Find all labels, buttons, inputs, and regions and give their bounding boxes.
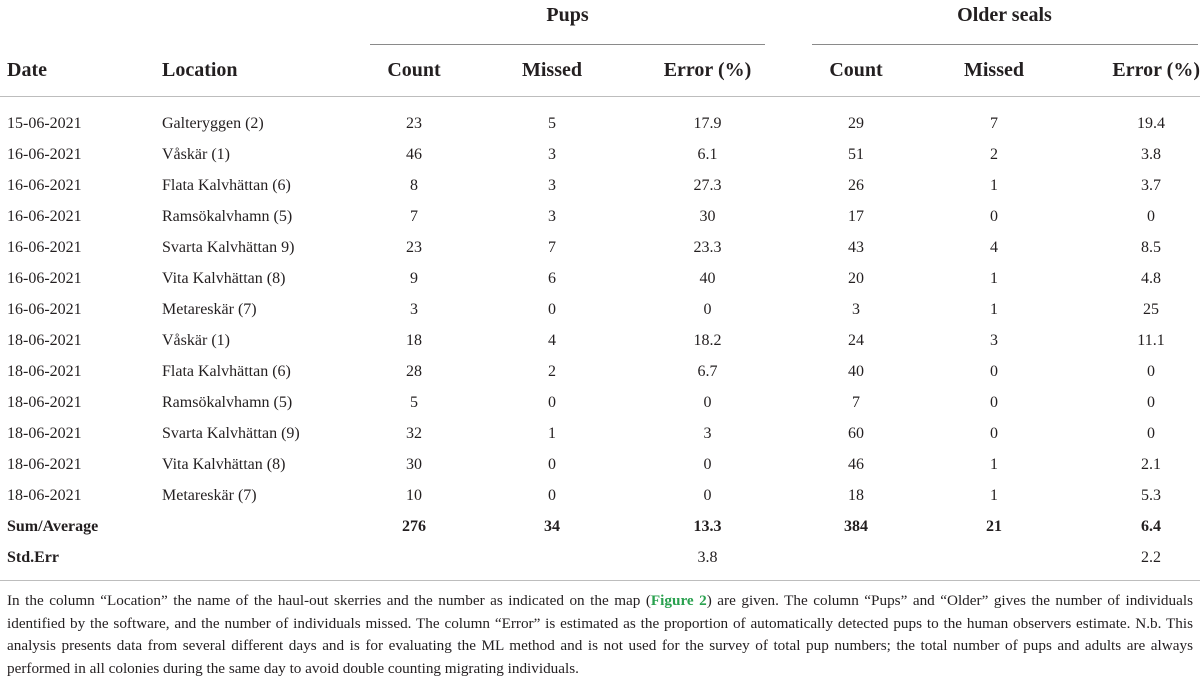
cell-older-count: 24	[848, 332, 864, 349]
header-location: Location	[162, 59, 238, 81]
cell-date: 18-06-2021	[7, 425, 82, 442]
cell-pups-missed: 0	[548, 456, 556, 473]
cell-pups-count: 9	[410, 270, 418, 287]
stderr-row	[0, 542, 1200, 573]
cell-older-error: 4.8	[1141, 270, 1161, 287]
summary-older-error: 6.4	[1141, 518, 1161, 535]
cell-pups-missed: 3	[548, 146, 556, 163]
cell-date: 18-06-2021	[7, 394, 82, 411]
table-row	[0, 170, 1200, 201]
table-row	[0, 263, 1200, 294]
cell-pups-missed: 2	[548, 363, 556, 380]
cell-location: Vita Kalvhättan (8)	[162, 456, 286, 473]
older-seals-group-header: Older seals	[957, 4, 1052, 26]
table-row	[0, 418, 1200, 449]
cell-older-count: 60	[848, 425, 864, 442]
cell-older-count: 29	[848, 115, 864, 132]
cell-older-count: 17	[848, 208, 864, 225]
cell-older-missed: 0	[990, 208, 998, 225]
summary-pups-count: 276	[402, 518, 426, 535]
cell-older-error: 3.7	[1141, 177, 1161, 194]
cell-pups-error: 6.1	[697, 146, 718, 163]
cell-older-missed: 3	[990, 332, 998, 349]
cell-older-missed: 0	[990, 394, 998, 411]
cell-pups-missed: 5	[548, 115, 556, 132]
cell-older-error: 3.8	[1141, 146, 1161, 163]
header-divider	[0, 96, 1200, 97]
summary-older-missed: 21	[986, 518, 1002, 535]
cell-pups-error: 0	[703, 394, 712, 411]
table-row	[0, 201, 1200, 232]
cell-older-count: 7	[852, 394, 860, 411]
cell-pups-count: 23	[406, 239, 422, 256]
cell-location: Våskär (1)	[162, 332, 230, 349]
header-date: Date	[7, 59, 47, 81]
cell-older-error: 8.5	[1141, 239, 1161, 256]
cell-older-missed: 1	[990, 487, 998, 504]
cell-older-missed: 1	[990, 456, 998, 473]
cell-pups-missed: 7	[548, 239, 556, 256]
table-row	[0, 480, 1200, 511]
cell-pups-count: 28	[406, 363, 422, 380]
pups-group-header: Pups	[546, 4, 589, 26]
cell-pups-missed: 6	[548, 270, 556, 287]
cell-pups-count: 32	[406, 425, 422, 442]
table-row	[0, 325, 1200, 356]
cell-older-missed: 1	[990, 177, 998, 194]
table-row	[0, 449, 1200, 480]
cell-older-count: 18	[848, 487, 864, 504]
cell-pups-count: 18	[406, 332, 422, 349]
pups-group-rule	[370, 44, 765, 45]
cell-location: Flata Kalvhättan (6)	[162, 363, 291, 380]
cell-pups-missed: 3	[548, 177, 556, 194]
header-pups-missed: Missed	[522, 59, 582, 81]
cell-older-error: 0	[1147, 425, 1155, 442]
cell-older-count: 40	[848, 363, 864, 380]
summary-row	[0, 511, 1200, 542]
cell-older-count: 46	[848, 456, 864, 473]
header-older-count: Count	[829, 59, 883, 81]
cell-older-count: 3	[852, 301, 860, 318]
cell-pups-error: 0	[703, 456, 712, 473]
cell-date: 18-06-2021	[7, 363, 82, 380]
table-row	[0, 294, 1200, 325]
cell-pups-missed: 0	[548, 487, 556, 504]
table-row	[0, 108, 1200, 139]
stderr-older-error: 2.2	[1141, 549, 1161, 566]
cell-older-count: 26	[848, 177, 864, 194]
cell-date: 15-06-2021	[7, 115, 82, 132]
cell-date: 16-06-2021	[7, 177, 82, 194]
cell-location: Metareskär (7)	[162, 487, 257, 504]
cell-older-error: 19.4	[1137, 115, 1165, 132]
stderr-label: Std.Err	[7, 549, 59, 566]
cell-older-missed: 4	[990, 239, 998, 256]
cell-date: 16-06-2021	[7, 270, 82, 287]
stderr-pups-error: 3.8	[697, 549, 718, 566]
cell-pups-error: 30	[699, 208, 716, 225]
cell-older-count: 51	[848, 146, 864, 163]
cell-older-missed: 2	[990, 146, 998, 163]
cell-pups-missed: 0	[548, 301, 556, 318]
cell-location: Galteryggen (2)	[162, 115, 264, 132]
cell-older-error: 0	[1147, 394, 1155, 411]
cell-pups-error: 0	[703, 487, 712, 504]
cell-location: Svarta Kalvhättan (9)	[162, 425, 300, 442]
cell-pups-missed: 3	[548, 208, 556, 225]
cell-pups-error: 17.9	[693, 115, 722, 132]
summary-label: Sum/Average	[7, 518, 99, 535]
summary-pups-error: 13.3	[693, 518, 722, 535]
header-older-error: Error (%)	[1112, 59, 1200, 81]
cell-pups-count: 7	[410, 208, 418, 225]
cell-older-missed: 1	[990, 270, 998, 287]
cell-older-missed: 0	[990, 363, 998, 380]
table-body	[0, 108, 1200, 573]
cell-location: Metareskär (7)	[162, 301, 257, 318]
older-group-rule	[812, 44, 1198, 45]
cell-date: 18-06-2021	[7, 332, 82, 349]
cell-location: Ramsökalvhamn (5)	[162, 208, 293, 225]
cell-location: Flata Kalvhättan (6)	[162, 177, 291, 194]
table-row	[0, 139, 1200, 170]
summary-pups-missed: 34	[544, 518, 560, 535]
cell-pups-count: 8	[410, 177, 418, 194]
cell-pups-error: 6.7	[697, 363, 718, 380]
cell-pups-error: 23.3	[693, 239, 722, 256]
cell-date: 16-06-2021	[7, 208, 82, 225]
cell-pups-count: 10	[406, 487, 422, 504]
cell-older-error: 25	[1143, 301, 1159, 318]
cell-date: 18-06-2021	[7, 487, 82, 504]
cell-location: Svarta Kalvhättan 9)	[162, 239, 295, 256]
cell-older-error: 0	[1147, 363, 1155, 380]
table-row	[0, 232, 1200, 263]
cell-older-missed: 1	[990, 301, 998, 318]
cell-older-missed: 0	[990, 425, 998, 442]
cell-pups-count: 23	[406, 115, 422, 132]
header-pups-error: Error (%)	[663, 59, 752, 81]
cell-older-count: 43	[848, 239, 864, 256]
cell-pups-error: 27.3	[693, 177, 722, 194]
table-row	[0, 387, 1200, 418]
cell-pups-missed: 1	[548, 425, 556, 442]
header-pups-count: Count	[387, 59, 441, 81]
cell-pups-count: 46	[406, 146, 422, 163]
header-older-missed: Missed	[964, 59, 1024, 81]
cell-pups-error: 18.2	[693, 332, 722, 349]
cell-older-count: 20	[848, 270, 864, 287]
cell-pups-error: 0	[703, 301, 712, 318]
cell-pups-count: 5	[410, 394, 418, 411]
cell-date: 16-06-2021	[7, 146, 82, 163]
cell-pups-error: 3	[703, 425, 712, 442]
cell-location: Våskär (1)	[162, 146, 230, 163]
cell-older-error: 0	[1147, 208, 1155, 225]
cell-older-error: 2.1	[1141, 456, 1161, 473]
cell-older-error: 5.3	[1141, 487, 1161, 504]
cell-date: 16-06-2021	[7, 239, 82, 256]
footnote-text-start: In the column “Location” the name of the haul-out skerries and the number as indicated on the map (	[7, 592, 651, 609]
cell-pups-missed: 4	[548, 332, 556, 349]
cell-date: 18-06-2021	[7, 456, 82, 473]
summary-older-count: 384	[844, 518, 868, 535]
cell-older-missed: 7	[990, 115, 998, 132]
cell-pups-error: 40	[699, 270, 716, 287]
cell-date: 16-06-2021	[7, 301, 82, 318]
table-bottom-divider	[0, 580, 1200, 581]
table-row	[0, 356, 1200, 387]
cell-location: Ramsökalvhamn (5)	[162, 394, 293, 411]
cell-older-error: 11.1	[1137, 332, 1165, 349]
cell-pups-missed: 0	[548, 394, 556, 411]
cell-location: Vita Kalvhättan (8)	[162, 270, 286, 287]
cell-pups-count: 3	[410, 301, 418, 318]
table-footnote	[7, 590, 1193, 680]
footnote-text-end: ) are given. The column “Pups” and “Older” gives the number of individuals identified by the software, and the number of individuals missed. The column “Error” is estimated as the proportion of automatically detected pups to the human observers estimate. N.b. This analysis presents data from several different days and is for evaluating the ML method and is not used for the survey of total pup numbers; the total number of pups and adults are always performed in all colonies during the same day to avoid double counting migrating individuals.	[7, 592, 1193, 677]
cell-pups-count: 30	[406, 456, 422, 473]
figure-2-link[interactable]: Figure 2	[650, 592, 707, 609]
